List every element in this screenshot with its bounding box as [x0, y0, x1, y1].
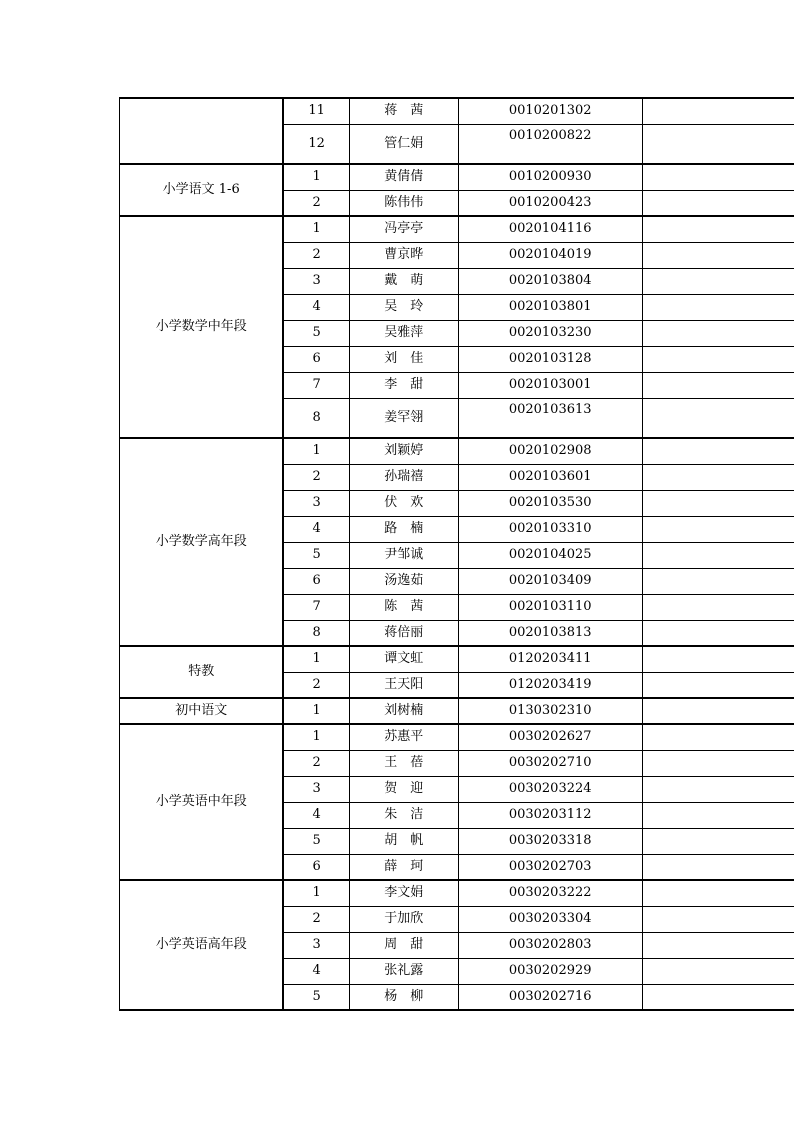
row-number-cell: 1: [283, 880, 349, 906]
blank-cell: [642, 594, 794, 620]
teacher-name-cell: 黄倩倩: [349, 164, 458, 190]
blank-cell: [642, 464, 794, 490]
teacher-name-cell: 管仁娟: [349, 124, 458, 164]
teacher-name-cell: 李 甜: [349, 372, 458, 398]
teacher-name-cell: 吴雅萍: [349, 320, 458, 346]
blank-cell: [642, 490, 794, 516]
row-number-cell: 6: [283, 854, 349, 880]
exam-id-cell: 0030202710: [458, 750, 642, 776]
table-row: [120, 646, 794, 672]
row-number-cell: 8: [283, 398, 349, 438]
teacher-name-cell: 刘 佳: [349, 346, 458, 372]
teacher-name-cell: 戴 萌: [349, 268, 458, 294]
teacher-name-cell: 王 蓓: [349, 750, 458, 776]
row-number-cell: 4: [283, 958, 349, 984]
exam-id-cell: 0020103128: [458, 346, 642, 372]
group-cell: 小学数学中年段: [120, 216, 284, 438]
blank-cell: [642, 568, 794, 594]
row-number-cell: 4: [283, 516, 349, 542]
group-cell: [120, 98, 284, 164]
teacher-name-cell: 李文娟: [349, 880, 458, 906]
row-number-cell: 1: [283, 438, 349, 464]
row-number-cell: 4: [283, 802, 349, 828]
group-cell: 小学英语中年段: [120, 724, 284, 880]
exam-id-cell: 0120203411: [458, 646, 642, 672]
group-cell: 初中语文: [120, 698, 284, 724]
exam-id-cell: 0020103804: [458, 268, 642, 294]
table-row: [120, 98, 794, 124]
teacher-name-cell: 孙瑞禧: [349, 464, 458, 490]
blank-cell: [642, 216, 794, 242]
blank-cell: [642, 672, 794, 698]
blank-cell: [642, 268, 794, 294]
roster-body: [120, 98, 794, 1010]
teacher-name-cell: 薛 珂: [349, 854, 458, 880]
exam-id-cell: 0020103001: [458, 372, 642, 398]
exam-id-cell: 0020103310: [458, 516, 642, 542]
blank-cell: [642, 646, 794, 672]
teacher-name-cell: 王天阳: [349, 672, 458, 698]
row-number-cell: 6: [283, 346, 349, 372]
teacher-name-cell: 周 甜: [349, 932, 458, 958]
exam-id-cell: 0020104116: [458, 216, 642, 242]
row-number-cell: 2: [283, 906, 349, 932]
teacher-name-cell: 曹京晔: [349, 242, 458, 268]
blank-cell: [642, 542, 794, 568]
teacher-name-cell: 尹邹诚: [349, 542, 458, 568]
exam-id-cell: 0010200423: [458, 190, 642, 216]
row-number-cell: 3: [283, 932, 349, 958]
exam-id-cell: 0030203112: [458, 802, 642, 828]
teacher-name-cell: 杨 柳: [349, 984, 458, 1010]
teacher-name-cell: 蒋 茜: [349, 98, 458, 124]
blank-cell: [642, 802, 794, 828]
exam-id-cell: 0020103110: [458, 594, 642, 620]
row-number-cell: 8: [283, 620, 349, 646]
exam-id-cell: 0020104025: [458, 542, 642, 568]
blank-cell: [642, 242, 794, 268]
row-number-cell: 6: [283, 568, 349, 594]
row-number-cell: 2: [283, 190, 349, 216]
group-cell: 小学数学高年段: [120, 438, 284, 646]
blank-cell: [642, 438, 794, 464]
blank-cell: [642, 190, 794, 216]
exam-id-cell: 0020103530: [458, 490, 642, 516]
row-number-cell: 1: [283, 216, 349, 242]
blank-cell: [642, 124, 794, 164]
table-row: [120, 698, 794, 724]
exam-id-cell: 0030202716: [458, 984, 642, 1010]
row-number-cell: 2: [283, 464, 349, 490]
exam-id-cell: 0130302310: [458, 698, 642, 724]
exam-id-cell: 0030202703: [458, 854, 642, 880]
row-number-cell: 5: [283, 828, 349, 854]
teacher-name-cell: 汤逸茹: [349, 568, 458, 594]
blank-cell: [642, 854, 794, 880]
blank-cell: [642, 346, 794, 372]
blank-cell: [642, 828, 794, 854]
teacher-name-cell: 冯亭亭: [349, 216, 458, 242]
row-number-cell: 3: [283, 268, 349, 294]
group-cell: 特教: [120, 646, 284, 698]
exam-id-cell: 0030203224: [458, 776, 642, 802]
row-number-cell: 7: [283, 594, 349, 620]
blank-cell: [642, 294, 794, 320]
teacher-name-cell: 贺 迎: [349, 776, 458, 802]
teacher-name-cell: 吴 玲: [349, 294, 458, 320]
row-number-cell: 1: [283, 698, 349, 724]
blank-cell: [642, 98, 794, 124]
teacher-name-cell: 张礼露: [349, 958, 458, 984]
blank-cell: [642, 698, 794, 724]
exam-id-cell: 0010200930: [458, 164, 642, 190]
teacher-name-cell: 陈 茜: [349, 594, 458, 620]
blank-cell: [642, 984, 794, 1010]
row-number-cell: 2: [283, 242, 349, 268]
teacher-name-cell: 陈伟伟: [349, 190, 458, 216]
row-number-cell: 2: [283, 672, 349, 698]
exam-id-cell: 0020103801: [458, 294, 642, 320]
row-number-cell: 3: [283, 490, 349, 516]
exam-id-cell: 0030203304: [458, 906, 642, 932]
row-number-cell: 3: [283, 776, 349, 802]
row-number-cell: 7: [283, 372, 349, 398]
blank-cell: [642, 320, 794, 346]
row-number-cell: 1: [283, 164, 349, 190]
teacher-name-cell: 苏惠平: [349, 724, 458, 750]
exam-id-cell: 0010200822: [458, 124, 642, 164]
table-row: [120, 724, 794, 750]
roster-table: [119, 97, 794, 1011]
blank-cell: [642, 932, 794, 958]
teacher-name-cell: 于加欣: [349, 906, 458, 932]
table-row: [120, 880, 794, 906]
teacher-name-cell: 刘颖婷: [349, 438, 458, 464]
blank-cell: [642, 906, 794, 932]
blank-cell: [642, 398, 794, 438]
exam-id-cell: 0020103230: [458, 320, 642, 346]
exam-id-cell: 0020103613: [458, 398, 642, 438]
blank-cell: [642, 776, 794, 802]
exam-id-cell: 0020103601: [458, 464, 642, 490]
blank-cell: [642, 516, 794, 542]
group-cell: 小学语文 1-6: [120, 164, 284, 216]
teacher-name-cell: 路 楠: [349, 516, 458, 542]
teacher-name-cell: 姜罕翎: [349, 398, 458, 438]
row-number-cell: 5: [283, 542, 349, 568]
teacher-name-cell: 胡 帆: [349, 828, 458, 854]
row-number-cell: 5: [283, 984, 349, 1010]
row-number-cell: 1: [283, 724, 349, 750]
teacher-name-cell: 伏 欢: [349, 490, 458, 516]
exam-id-cell: 0030202803: [458, 932, 642, 958]
exam-id-cell: 0030203318: [458, 828, 642, 854]
row-number-cell: 2: [283, 750, 349, 776]
table-row: [120, 216, 794, 242]
row-number-cell: 4: [283, 294, 349, 320]
row-number-cell: 5: [283, 320, 349, 346]
row-number-cell: 11: [283, 98, 349, 124]
exam-id-cell: 0020104019: [458, 242, 642, 268]
teacher-name-cell: 蒋倍丽: [349, 620, 458, 646]
table-row: [120, 438, 794, 464]
exam-id-cell: 0030203222: [458, 880, 642, 906]
exam-id-cell: 0010201302: [458, 98, 642, 124]
blank-cell: [642, 164, 794, 190]
blank-cell: [642, 958, 794, 984]
table-row: [120, 164, 794, 190]
exam-id-cell: 0030202929: [458, 958, 642, 984]
row-number-cell: 1: [283, 646, 349, 672]
exam-id-cell: 0020103813: [458, 620, 642, 646]
blank-cell: [642, 620, 794, 646]
exam-id-cell: 0020103409: [458, 568, 642, 594]
blank-cell: [642, 724, 794, 750]
row-number-cell: 12: [283, 124, 349, 164]
exam-id-cell: 0020102908: [458, 438, 642, 464]
blank-cell: [642, 372, 794, 398]
exam-id-cell: 0120203419: [458, 672, 642, 698]
teacher-name-cell: 谭文虹: [349, 646, 458, 672]
blank-cell: [642, 750, 794, 776]
blank-cell: [642, 880, 794, 906]
teacher-name-cell: 刘树楠: [349, 698, 458, 724]
exam-id-cell: 0030202627: [458, 724, 642, 750]
teacher-name-cell: 朱 洁: [349, 802, 458, 828]
group-cell: 小学英语高年段: [120, 880, 284, 1010]
